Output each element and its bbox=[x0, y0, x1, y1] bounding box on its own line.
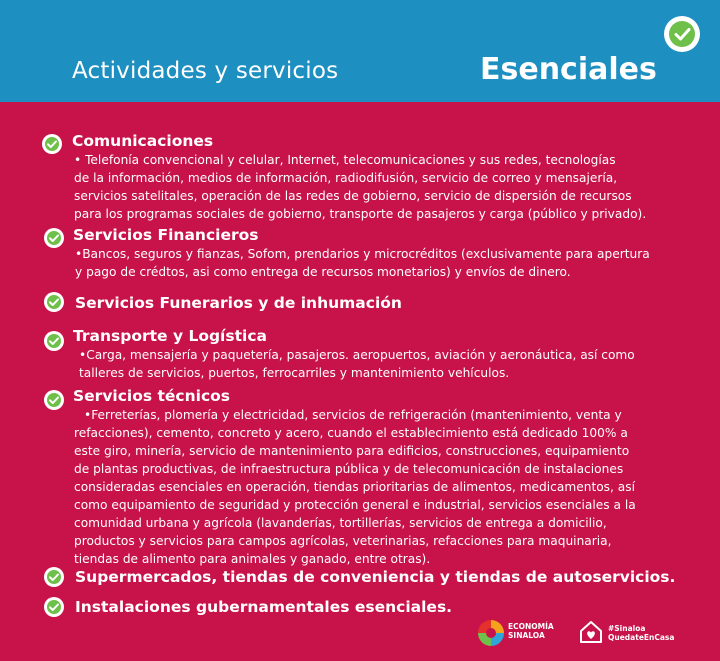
economia-logo-text bbox=[508, 622, 554, 640]
section-title-supermercados: Supermercados, tiendas de conveniencia y tiendas de autoservicios. bbox=[75, 568, 676, 586]
section-title-transporte: Transporte y Logística bbox=[73, 327, 267, 345]
body-line: •Carga, mensajería y paquetería, pasajeros. aeropuertos, aviación y aeronáutica, así como bbox=[79, 348, 635, 362]
section-body-transporte bbox=[79, 346, 635, 382]
body-line: este giro, minería, servicio de mantenimiento para edificios, construcciones, equipamiento bbox=[74, 444, 630, 458]
body-line: consideradas esenciales en operación, tiendas prioritarias de alimentos, medicamentos, así bbox=[74, 480, 635, 494]
body-line: •Ferreterías, plomería y electricidad, servicios de refrigeración (mantenimiento, venta y bbox=[84, 408, 622, 422]
section-title-funerarios: Servicios Funerarios y de inhumación bbox=[75, 294, 402, 312]
logo-line: ECONOMÍA bbox=[508, 622, 554, 631]
house-heart-icon bbox=[578, 619, 604, 645]
check-circle-icon bbox=[42, 134, 62, 154]
check-circle-icon bbox=[44, 390, 64, 410]
header-banner bbox=[0, 0, 720, 102]
body-line: de la información, medios de información, radiodifusión, servicio de correo y mensajería, bbox=[74, 171, 618, 185]
logo-line: #Sinaloa bbox=[608, 624, 646, 633]
body-line: productos y servicios para campos agrícolas, veterinarias, refacciones para maquinaria, bbox=[74, 534, 612, 548]
section-body-comunicaciones bbox=[74, 151, 646, 223]
quedate-en-casa-logo bbox=[578, 616, 698, 650]
check-circle-icon bbox=[44, 292, 64, 312]
section-title-instalaciones: Instalaciones gubernamentales esenciales. bbox=[75, 598, 453, 616]
body-line: tiendas de alimento para animales y ganado, entre otras). bbox=[74, 552, 431, 566]
body-line: refacciones), cemento, concreto y acero, cuando el establecimiento está dedicado 100% a bbox=[74, 426, 628, 440]
body-line: para los programas sociales de gobierno, transporte de pasajeros y carga (público y privado). bbox=[74, 207, 647, 221]
check-circle-icon bbox=[44, 228, 64, 248]
logo-line: SINALOA bbox=[508, 631, 545, 640]
section-body-financieros bbox=[75, 245, 650, 281]
body-line: • Telefonía convencional y celular, Internet, telecomunicaciones y sus redes, tecnologías bbox=[74, 153, 616, 167]
section-title-comunicaciones: Comunicaciones bbox=[72, 132, 214, 150]
body-line: de plantas productivas, de infraestructura pública y de telecomunicación de instalaciones bbox=[74, 462, 624, 476]
body-line: •Bancos, seguros y fianzas, Sofom, prendarios y microcréditos (exclusivamente para apertura bbox=[75, 247, 650, 261]
logo-line: QuedateEnCasa bbox=[608, 633, 675, 642]
economia-sinaloa-logo bbox=[478, 616, 578, 650]
body-line: talleres de servicios, puertos, ferrocarriles y mantenimiento vehículos. bbox=[79, 366, 510, 380]
check-circle-icon bbox=[44, 597, 64, 617]
section-title-tecnicos: Servicios técnicos bbox=[73, 387, 231, 405]
section-title-financieros: Servicios Financieros bbox=[73, 226, 259, 244]
economia-logo-icon bbox=[478, 620, 504, 646]
header-emphasis: Esenciales bbox=[480, 52, 657, 87]
body-line: servicios satelitales, operación de las redes de gobierno, servicio de dispersión de recursos bbox=[74, 189, 632, 203]
body-line: como equipamiento de seguridad y protección general e industrial, servicios esenciales a la bbox=[74, 498, 636, 512]
hashtag-text bbox=[608, 624, 674, 642]
body-line: comunidad urbana y agrícola (lavanderías, tortillerías, servicios de entrega a domicilio, bbox=[74, 516, 607, 530]
header-title: Actividades y servicios bbox=[72, 58, 339, 84]
section-body-tecnicos bbox=[74, 406, 636, 568]
check-circle-icon bbox=[44, 331, 64, 351]
body-line: y pago de crédtos, asi como entrega de recursos monetarios) y envíos de dinero. bbox=[75, 265, 571, 279]
check-circle-icon bbox=[44, 567, 64, 587]
check-circle-icon bbox=[664, 16, 700, 52]
